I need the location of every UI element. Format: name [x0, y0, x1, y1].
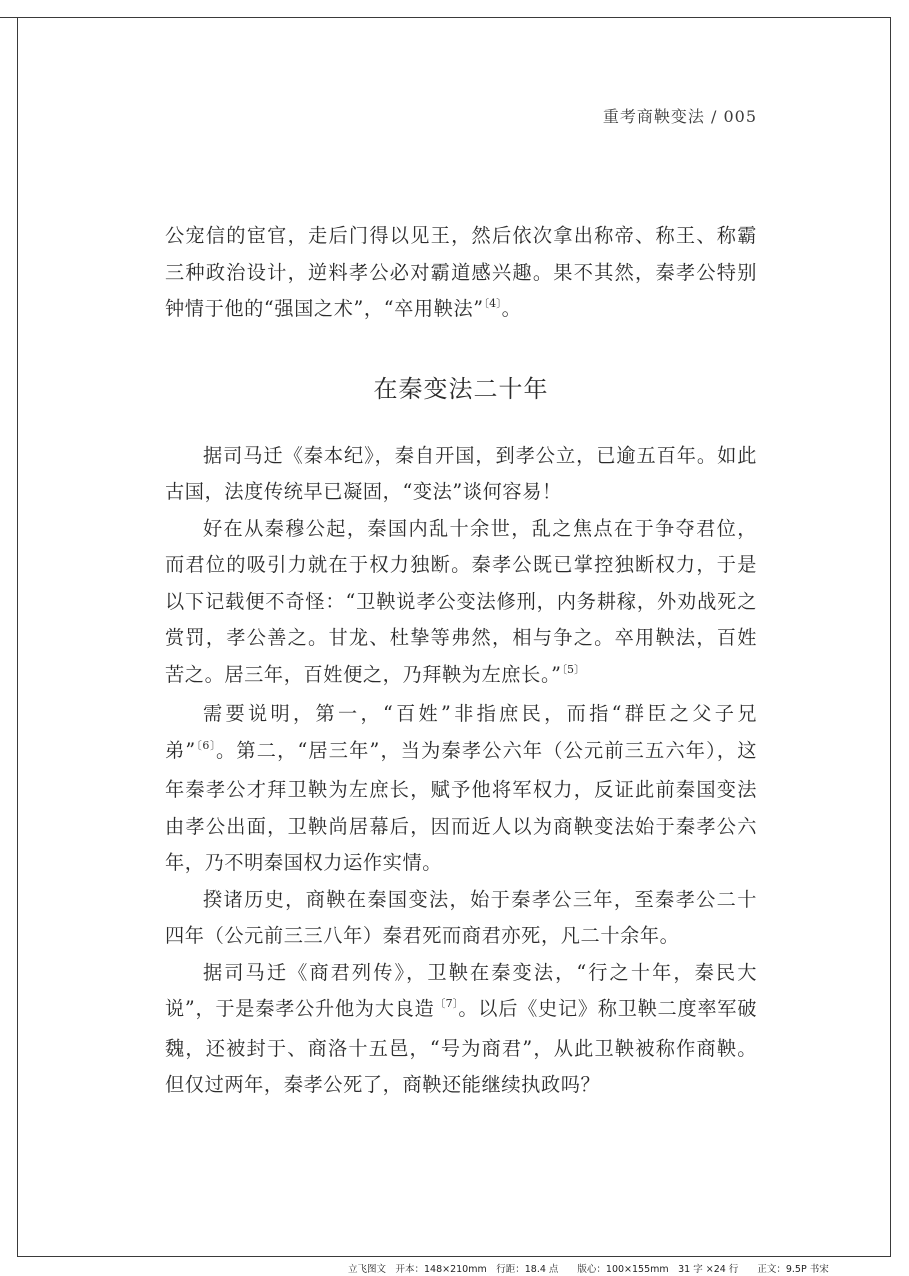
paragraph	[165, 955, 757, 1104]
footnote-ref: 〔5〕	[561, 662, 586, 676]
paragraph	[165, 511, 757, 697]
paragraph-text: 。	[501, 297, 522, 320]
paragraph: 揆诸历史，商鞅在秦国变法，始于秦孝公三年，至秦孝公二十四年（公元前三三八年）秦君死而商君亦死，凡二十余年。	[165, 887, 757, 947]
paragraph: 据司马迁《秦本纪》，秦自开国，到孝公立，已逾五百年。如此古国，法度传统早已凝固，“变法”谈何容易！	[165, 443, 757, 503]
paragraph-text: 据司马迁《商君列传》，卫鞅在秦变法，“行之十年，秦民大说”，于是秦孝公升他为大良造	[165, 960, 757, 1020]
section-title: 在秦变法二十年	[373, 374, 549, 403]
footnote-ref: 〔4〕	[483, 297, 502, 310]
paragraph-text: 好在从秦穆公起，秦国内乱十余世，乱之焦点在于争夺君位，而君位的吸引力就在于权力独断。秦孝公既已掌控独断权力，于是以下记载便不奇怪：“卫鞅说孝公变法修刑，内务耕稼，外劝战死之赏罚，孝公善之。甘龙、杜挚等弗然，相与争之。卒用鞅法，百姓苦之。居三年，百姓便之，乃拜鞅为左庶长。”	[165, 516, 757, 686]
paragraph-text: 。第二，“居三年”，当为秦孝公六年（公元前三五六年），这年秦孝公才拜卫鞅为左庶长，赋予他将军权力，反证此前秦国变法由孝公出面，卫鞅尚居幕后，因而近人以为商鞅变法始于秦孝公六年，乃不明秦国权力运作实情。	[165, 738, 757, 874]
paragraph-continuation	[165, 218, 757, 331]
footnote-ref: 〔7〕	[434, 997, 459, 1010]
paragraph	[165, 696, 757, 882]
paragraph-text: 需要说明，第一，“百姓”非指庶民，而指“群臣之父子兄弟”	[165, 702, 757, 762]
paragraph-text: 公宠信的宦官，走后门得以见王，然后依次拿出称帝、称王、称霸三种政治设计，逆料孝公必对霸道感兴趣。果不其然，秦孝公特别钟情于他的“强国之术”，“卒用鞅法”	[165, 224, 757, 320]
footnote-ref: 〔6〕	[195, 738, 217, 752]
crop-mark	[0, 17, 17, 18]
section-heading-block	[165, 331, 757, 438]
running-head: 重考商鞅变法 / 005	[602, 107, 757, 126]
page-body	[165, 218, 757, 1104]
print-imprint: 立飞图文 开本：148×210mm 行距：18.4 点 版心：100×155mm 31 字 ×24 行 正文：9.5P 书宋	[348, 1264, 829, 1275]
paragraph-text: 。以后《史记》称卫鞅二度率军破魏，还被封于、商洛十五邑，“号为商君”，从此卫鞅被称作商鞅。但仅过两年，秦孝公死了，商鞅还能继续执政吗？	[165, 997, 757, 1096]
